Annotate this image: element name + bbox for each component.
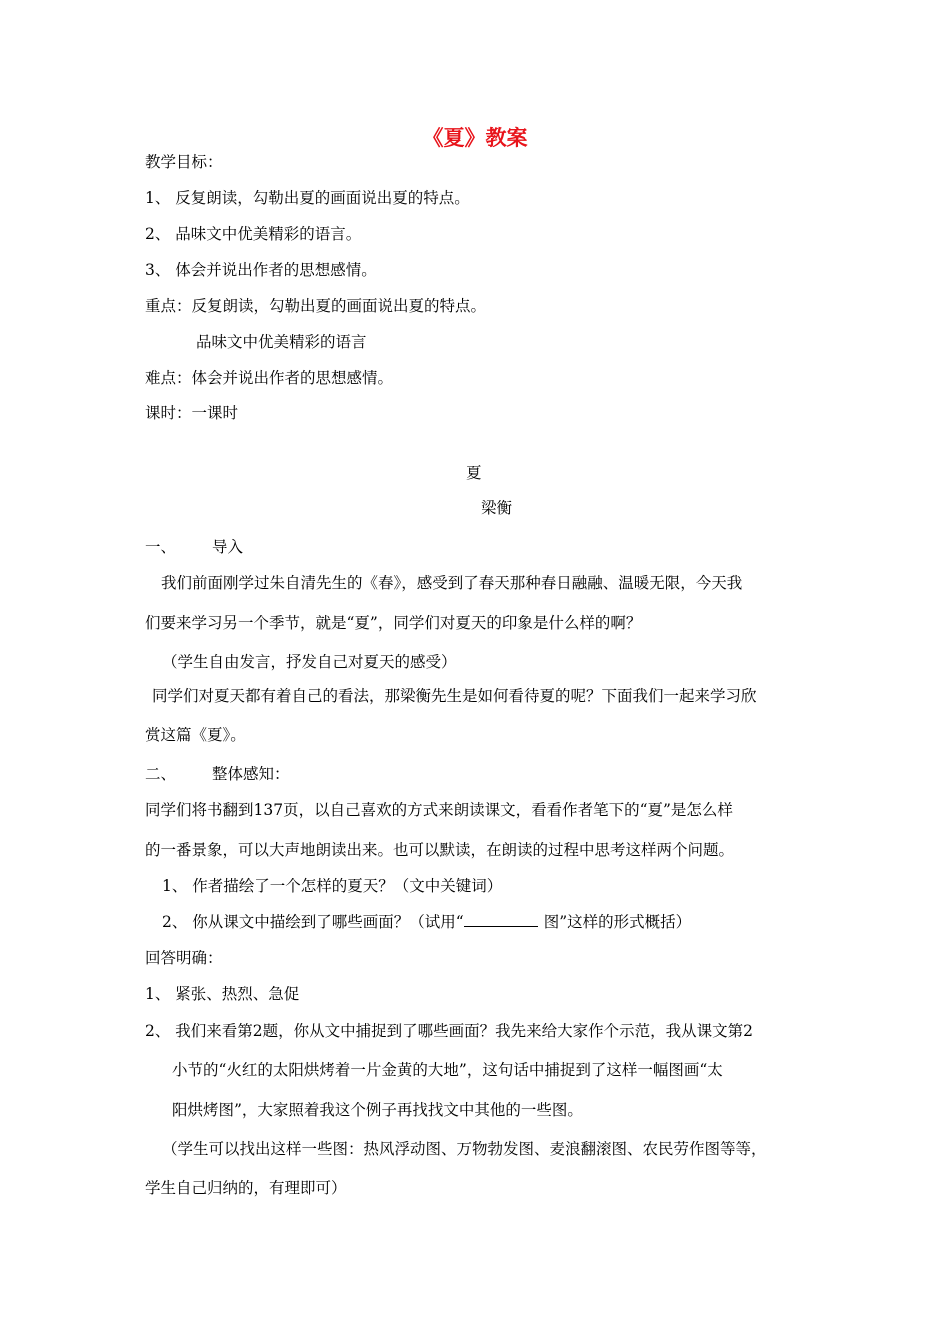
period-line: 课时：一课时 bbox=[145, 404, 239, 422]
section2-para-line2: 的一番景象，可以大声地朗读出来。也可以默读，在朗读的过程中思考这样两个问题。 bbox=[145, 841, 735, 859]
section2-number: 二、 bbox=[145, 765, 177, 783]
section2-note-line2: 学生自己归纳的，有理即可） bbox=[145, 1179, 347, 1197]
objective-item-2: 2、 品味文中优美精彩的语言。 bbox=[145, 225, 362, 243]
objectives-heading: 教学目标： bbox=[145, 153, 223, 171]
difficulty-line: 难点：体会并说出作者的思想感情。 bbox=[145, 369, 394, 387]
text-author: 梁衡 bbox=[481, 499, 513, 517]
section1-heading: 导入 bbox=[212, 538, 244, 556]
section1-para1-line1: 我们前面刚学过朱自清先生的《春》，感受到了春天那种春日融融、温暖无限，今天我 bbox=[161, 574, 743, 592]
question-2-text-after: 图”这样的形式概括） bbox=[543, 913, 692, 931]
key-points-line-2: 品味文中优美精彩的语言 bbox=[196, 333, 367, 351]
section1-para1-line2: 们要来学习另一个季节，就是“夏”，同学们对夏天的印象是什么样的啊？ bbox=[145, 614, 642, 632]
answer-2-line2: 小节的“火红的太阳烘烤着一片金黄的大地”，这句话中捕捉到了这样一幅图画“太 bbox=[172, 1061, 723, 1079]
answer-heading: 回答明确： bbox=[145, 949, 223, 967]
key-points-line-1: 重点：反复朗读，勾勒出夏的画面说出夏的特点。 bbox=[145, 297, 487, 315]
objective-item-3: 3、 体会并说出作者的思想感情。 bbox=[145, 261, 377, 279]
text-title: 夏 bbox=[466, 464, 482, 482]
answer-2-line1: 2、 我们来看第2题，你从文中捕捉到了哪些画面？我先来给大家作个示范，我从课文第2 bbox=[145, 1022, 754, 1040]
section2-para-line1: 同学们将书翻到137页，以自己喜欢的方式来朗读课文，看看作者笔下的“夏”是怎么样 bbox=[145, 801, 733, 819]
answer-1: 1、 紧张、热烈、急促 bbox=[145, 985, 300, 1003]
section1-number: 一、 bbox=[145, 538, 177, 556]
answer-2-line3: 阳烘烤图”，大家照着我这个例子再找找文中其他的一些图。 bbox=[172, 1101, 583, 1119]
question-2 bbox=[162, 912, 691, 932]
document-title: 《夏》教案 bbox=[422, 126, 528, 150]
objective-item-1: 1、 反复朗读，勾勒出夏的画面说出夏的特点。 bbox=[145, 189, 470, 207]
section1-note: （学生自由发言，抒发自己对夏天的感受） bbox=[162, 653, 457, 671]
question-2-text-before: 2、 你从课文中描绘到了哪些画面？（试用“ bbox=[162, 913, 464, 931]
section2-heading: 整体感知： bbox=[212, 765, 290, 783]
answer-blank bbox=[464, 912, 538, 927]
section1-para2-line1: 同学们对夏天都有着自己的看法，那梁衡先生是如何看待夏的呢？下面我们一起来学习欣 bbox=[152, 687, 757, 705]
section1-para2-line2: 赏这篇《夏》。 bbox=[145, 726, 246, 744]
question-1: 1、 作者描绘了一个怎样的夏天？（文中关键词） bbox=[162, 877, 503, 895]
section2-note-line1: （学生可以找出这样一些图：热风浮动图、万物勃发图、麦浪翻滚图、农民劳作图等等， bbox=[162, 1140, 767, 1158]
